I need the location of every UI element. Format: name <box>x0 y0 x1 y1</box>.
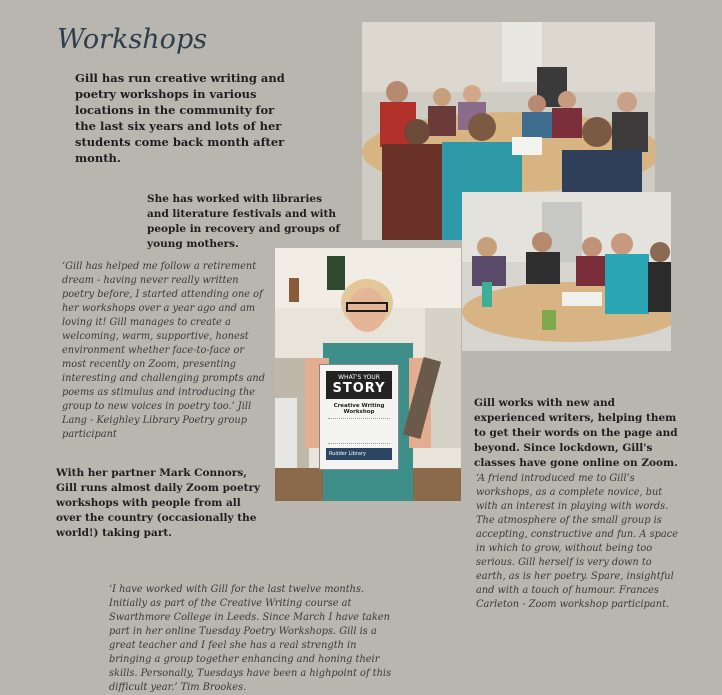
page-title: Workshops <box>57 24 208 55</box>
quote-jill-lang: ‘Gill has helped me follow a retirement dream - having never really written poetry before, I started attending one of her workshops over a year ago and am loving it! Gill manages to create a welcoming, warm, supportive, honest environment whether face-to-face or most recently on Zoom, presenting interesting and challenging prompts and poems as stimulus and introducing the group to new voices in poetry too.’ Jill Lang - Keighley Library Poetry group participant <box>62 261 266 440</box>
zoom-workshops-paragraph: With her partner Mark Connors, Gill runs almost daily Zoom poetry workshops with people from all over the country (occasionally the world!) taking part. <box>56 467 261 539</box>
poster-line2: STORY <box>332 381 386 396</box>
intro-paragraph: Gill has run creative writing and poetry workshops in various locations in the community for the last six years and lots of her students come back month after month. <box>75 71 285 165</box>
quote-frances-carleton: ‘A friend introduced me to Gill’s workshops, as a complete novice, but with an interest in playing with words. The atmosphere of the small group is accepting, constructive and fun. A space in which to grow, without being too serious. Gill herself is very down to earth, as is her poetry. Spare, insightful and with a touch of humour. Frances Carleton - Zoom workshop participant. <box>476 473 679 610</box>
small-group-photo <box>462 192 671 351</box>
quote-tim-brookes: ‘I have worked with Gill for the last twelve months. Initially as part of the Creative Writing course at Swarthmore College in Leeds. Since March I have taken part in her online Tuesday Poetry Workshops. Gill is a great teacher and I feel she has a real strength in bringing a group together enhancing and honing their skills. Personally, Tuesdays have been a highpoint of this difficult year.’ Tim Brookes. <box>109 584 392 693</box>
poster-footer: Rudder Library <box>326 448 392 460</box>
story-poster <box>319 364 399 470</box>
libraries-paragraph: She has worked with libraries and literature festivals and with people in recovery and groups of young mothers. <box>147 193 341 250</box>
poster-heading: Creative Writing Workshop <box>333 403 385 415</box>
gill-portrait-photo <box>275 248 461 501</box>
writers-paragraph: Gill works with new and experienced writers, helping them to get their words on the page and beyond. Since lockdown, Gill's classes have gone online on Zoom. <box>474 397 678 469</box>
poster-line1: WHAT'S YOUR <box>338 374 380 381</box>
